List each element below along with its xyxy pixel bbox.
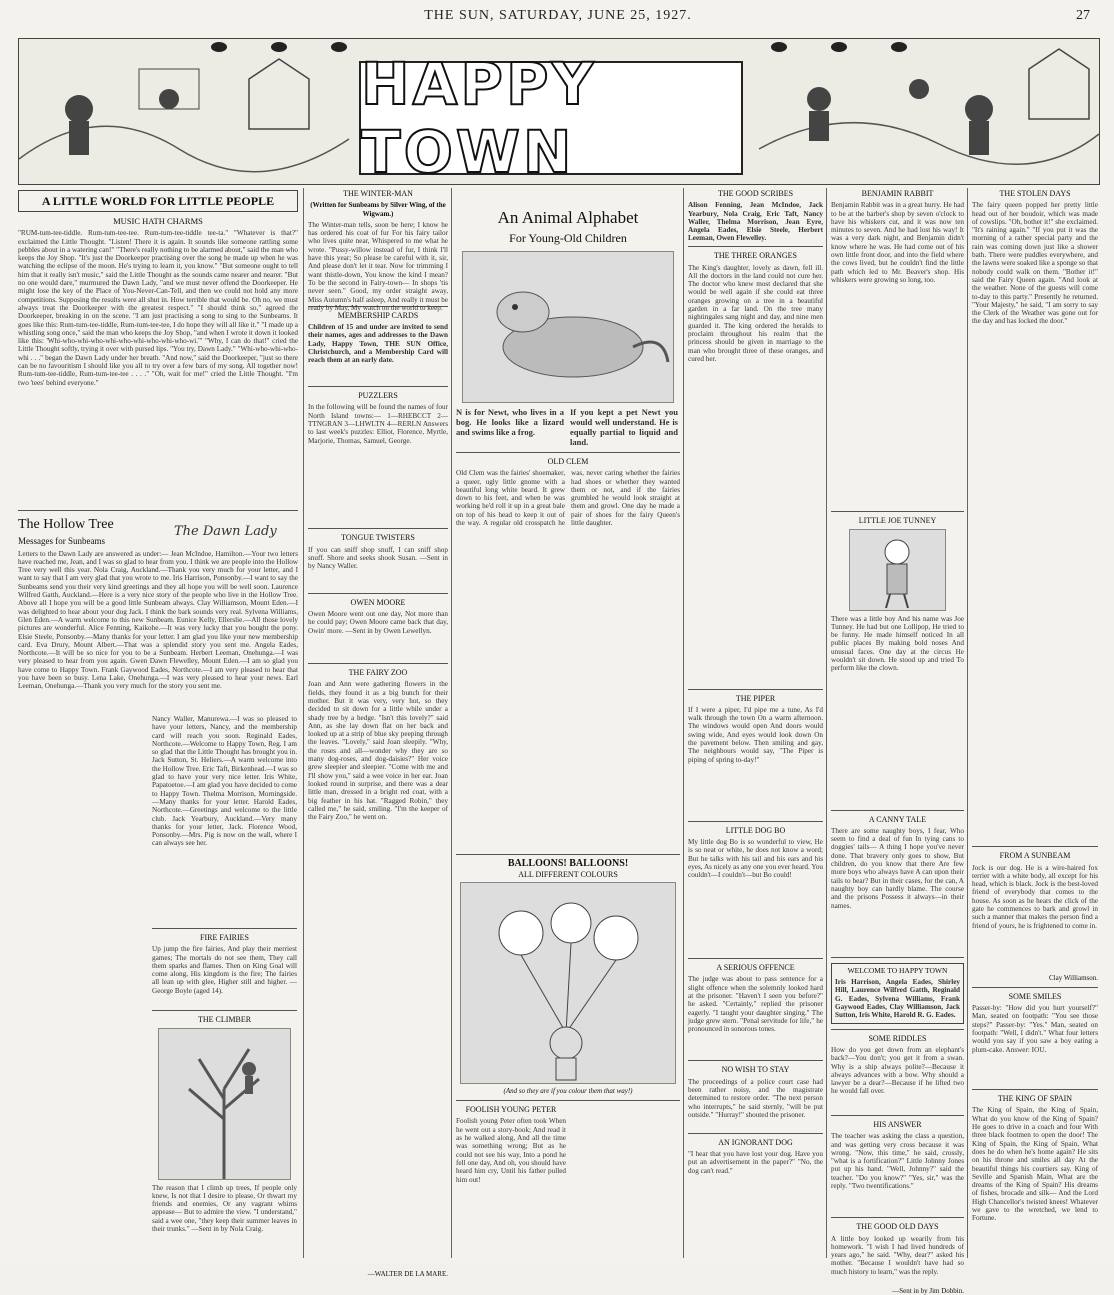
three-oranges-title: THE THREE ORANGES bbox=[714, 251, 797, 261]
masthead bbox=[18, 4, 1098, 30]
from-sunbeam-title: FROM A SUNBEAM bbox=[999, 851, 1071, 861]
feature-title-box bbox=[18, 190, 298, 212]
little-joe-tunney-poem: There was a little boy And his name was Joe Tunney. He had but one Lollipop, He tried to be funny. He made himself noticed In all public places By making bold noses And unusual faces. One day at the circus He wouldn't sit down. He stood up and tried To perform like the clown. bbox=[831, 614, 964, 673]
benjamin-rabbit-body: Benjamin Rabbit was in a great hurry. He had to be at the barber's shop by seven o'clock to have his whiskers cut, and it was now ten minutes to seven. And he had lost his way! It was a very dark night, and Benjamin didn't know where he was. He had come out of his own little front door, and into the field where the cows lived, but he couldn't find the little path which led to Mr. Beaver's shop. His whiskers were growing so long, too. bbox=[831, 201, 964, 284]
column-6 bbox=[831, 189, 964, 1295]
foolish-peter-body: Foolish young Peter often took When he went out a story-book; And read it as he walked along, And all the time was something wrong; But as he could not see his way, Into a pond he fell one day, And oh, you should have heard him cry, Until his father pulled him out! bbox=[456, 1117, 566, 1184]
piper-poem: If I were a piper, I'd pipe me a tune, As I'd walk through the town On a warm afternoon. The windows would open And doors would swing wide, And eyes would look down On the pavement below. Then smiling and gay, The neighbours would say, "The Piper is piping of spring to-day!" bbox=[688, 705, 823, 764]
some-smiles-title: SOME SMILES bbox=[1008, 991, 1062, 1001]
fire-fairies-title: FIRE FAIRIES bbox=[200, 933, 249, 942]
canny-tale-body: There are some naughty boys, I fear, Who seem to find a deal of fun In tying cans to doggies' tails— A thing I hope you've never done. That bravery only goes to show, But children, do you know that there Are few more boys who always have A can upon their tails to bear? But in their cases, for the can, A naughty boy can hardly blame. The course and the prisons Possess it always—in their names. bbox=[831, 826, 964, 910]
balloons-title: BALLOONS! BALLOONS! bbox=[507, 858, 629, 870]
fire-fairies-poem: Up jump the fire fairies, And play their merriest games; The mortals do not see them, They call them sparks and flames. Then on King Goal will come along, His kingdom is the fire; The fairies all lean up with glee, Higher still and higher. —George Boyle (aged 14). bbox=[152, 945, 297, 995]
owen-moore-body: Owen Moore went out one day, Not more than he could pay; Owen Moore came back that day, Owin' more. —Sent in by Owen Lewellyn. bbox=[308, 610, 448, 635]
good-old-days-signature: —Sent in by Jim Dobbin. bbox=[892, 1286, 964, 1295]
benjamin-rabbit-title: BENJAMIN RABBIT bbox=[861, 189, 934, 198]
puzzlers-body: In the following will be found the names of four North Island towns:— 1—RHEBCCT 2—TTNGRAN 3—LHWLTN 4—RERLN Answers to last week's puzzles: Elliot, Florence, Myrtle, Marjorie, Thomas, Samuel, George. bbox=[308, 403, 448, 445]
fairy-zoo-title: THE FAIRY ZOO bbox=[348, 668, 408, 678]
no-wish-title: NO WISH TO STAY bbox=[721, 1065, 790, 1075]
membership-body: Children of 15 and under are invited to send their names, ages and addresses to the Dawn Lady, Happy Town, THE SUN Office, Christchurch, and a Membership Card will reach them at an early date. bbox=[308, 323, 448, 365]
column-4 bbox=[456, 190, 680, 1258]
piper-title: THE PIPER bbox=[735, 693, 776, 703]
fairy-zoo-body: Joan and Ann were gathering flowers in the fields, they found it as a big bunch for their mother. But it was very, very hot, so they decided to sit down for a little while under a shady tree by a hedge. "Isn't this lovely?" said Ann, as she lay down flat on her back and looked up at a strip of blue sky peeping through the leaves. "Lovely," said Joan sleepily. "Why, the roses and all—wonder why they are so many dog-roses, and dog-daisies?" Her voice grew sleepier and sleepier. "Come with me and I'll show you," said a wee voice in her ear. Joan looked round in surprise, and there was a dear little man, dressed in a bright red coat, with a big feather in his hat. "Ragged Robin," they called me," he said, smiling. "I'm the keeper of the Fairy Zoo," he went on. bbox=[308, 680, 448, 822]
old-clem-title: OLD CLEM bbox=[547, 457, 589, 466]
little-dog-bo-poem: My little dog Bo is so wonderful to view, He is so neat or white, he does not know a word; But he talks with his tail and his ears and his eyes, As nicely as any one you ever heard. You couldn't—I couldn't—but Bo could! bbox=[688, 838, 823, 880]
column-2 bbox=[152, 715, 297, 1255]
little-dog-bo-title: LITTLE DOG BO bbox=[725, 825, 786, 835]
balloons-caption: (And so they are if you colour them that way!) bbox=[503, 1086, 633, 1095]
hollow-tree-letters-continued: Nancy Waller, Manurewa.—I was so pleased to have your letters, Nancy, and the membership card will reach you soon. Reginald Eades, Northcote.—Welcome to Happy Town, Reg. I am so glad that the Little Thought has brought you in. Jack Sutton, St. Heliers.—A warm welcome into the Hollow Tree. Eric Taft, Birkenhead.—I was so glad to have your very nice letter. Iris White, Papatoetoe.—I am glad you have decided to come to Happy Town. Thelma Morrison, Morningside.—Many thanks for your letter. Harold Eades, Northcote.—Greetings and welcome to the little club. Jack Yearbury, Auckland.—Very many thanks for your letter, Jack. Florence Wood, Ponsonby.—Mrs. Pig is now on the wall, where I can always see her. bbox=[152, 715, 297, 848]
old-clem-body: Old Clem was the fairies' shoemaker, a queer, ugly little gnome with a beautiful long white beard. It grew down to his feet, and when he was working he'd roll it up in a great bale on top of his head to keep it out of the way. A regular old crosspatch he was, never caring whether the fairies had shoes or whether they wanted them or not, and if the fairies grumbled he would look straight at them and growl. One day he made a pair of shoes for the fairy Queen's little daughter. bbox=[456, 469, 680, 528]
little-joe-tunney-title: LITTLE JOE TUNNEY bbox=[858, 516, 937, 526]
some-riddles-body: How do you get down from an elephant's back?—You don't; you get it from a swan. Why is a ship always polite?—Because it always advances with a bow. Why should a lawyer be a dear?—Because if he lifted two he would fall over. bbox=[831, 1045, 964, 1096]
dawn-lady-signature: The Dawn Lady bbox=[174, 524, 277, 540]
ignorant-dog-body: "I hear that you have lost your dog. Have you put an advertisement in the paper?" "No, the dog can't read." bbox=[688, 1150, 823, 1175]
some-smiles-body: Passer-by: "How did you hurt yourself?" Man, seated on footpath: "You see those steps?" Passer-by: "Yes." Man, seated on footpath: "Well, I didn't." What four letters would you say if you saw a boy eating a plum-cake. Answer: IOU. bbox=[972, 1004, 1098, 1054]
hollow-tree-letters: Letters to the Dawn Lady are answered as under:— Jean McIndoe, Hamilton.—Your two letters have reached me, Jean, and I was so glad to hear from you. I think we are people into the Hollow Tree very well this year. Nola Craig, Auckland.—Thank you very much for your letter, and I want to say that I am very glad that you wrote to me. Iris Harrison, Ponsonby.—I want to say the Sunbeams send you their very kind greetings and they all hope you will be well soon. Laurence Wilfred Gatth, Auckland.—Here is a very nice story of the people who live in the Hollow Tree. Above all I hope you will be a good little Sunbeam always. Clay Williamson, Mount Eden.—I was delighted to hear about your dog Jack. I think the bark sounds very real. Sylvena Williams, Glen Eden.—A warm welcome to this new Sunbeam. Eunice Kelly, Ellerslie.—All those lovely pictures are wonderful. Alice Fenning, Kaikohe.—It was very lucky that you bought the pony. Elsie Steele, Ponsonby.—Many thanks for your letter. I am glad you like your new membership card. Eva Drury, Mount Albert.—That was a splendid story you sent me. Angela Eades, Northcote.—It will be so nice for you to be a Sunbeam. Herbert Leeman, Onehunga.—I was very pleased to hear from you again. Gwen Dawn Flewelley, Mount Eden.—I am so glad you have come to Happy Town. Frank Gaywood Eades, Northcote.—I am very pleased to hear that you have been so busy. Lena Lake, Onehunga.—I was very pleased to hear your news. Earl Leeman, Onehunga.—Thank you very much for the story you sent me. bbox=[18, 549, 298, 691]
from-sunbeam-body: Jock is our dog. He is a wire-haired fox terrier with a white body, all except for his head, which is black. Jock is the best-loved friend of everybody that comes to the house. As soon as he hears the click of the gate he commences to bark and growl in such a manner that makes the person find a friend of yours, he is frightened to come in. bbox=[972, 863, 1098, 930]
winter-man-byline: (Written for Sunbeams by Silver Wing, of the Wigwam.) bbox=[310, 201, 446, 218]
his-answer-body: The teacher was asking the class a question, and was getting very cross because it was wrong. "Now, this time," he said, crossly, "what is a fortification?" Little Johnny Jones put up his hand. "Well, Johnny?" said the teacher. "Do you know?" "Yes, sir," was the reply. "Two twentifications." bbox=[831, 1132, 964, 1191]
from-sunbeam-signature: Clay Williamson. bbox=[1049, 973, 1098, 982]
serious-offence-body: The judge was about to pass sentence for a slight offence when the solemnly looked hard at the prisoner. "Haven't I seen you before?" he asked. "Certainly," replied the prisoner eagerly. "I taught your daughter singing." The judge grew stern. "Penal servitude for life," he pronounced in sonorous tones. bbox=[688, 975, 823, 1034]
winter-man-title: THE WINTER-MAN bbox=[343, 189, 413, 198]
fairy-zoo-signature: —WALTER DE LA MARE. bbox=[367, 1270, 448, 1279]
hollow-tree-subtitle: Messages for Sunbeams bbox=[18, 536, 105, 547]
stolen-days-body: The fairy queen popped her pretty little head out of her boudoir, which was made of cowslips. "Oh, bother it!" she exclaimed. "It's raining again." "If you put it was the morning of a rather special party and the rain was coming down just like a shower bath. There were puddles everywhere, and the lawns were soaked like a sponge so that nobody could walk on them. "Bother it!" said the Fairy Queen again. "And look at the weather. None of the guests will come to-day to this party." Presently he returned. "Your Majesty," he said, "I am sorry to say the Clerk of the Weather was gone out for the day and has locked the door." bbox=[972, 201, 1098, 326]
winter-man-poem: The Winter-man tells, soon be here; I know he has ordered his coat of fur For his fairy tailor who lives quite near, Whispered to me what he wrote. "Pussy-willow instead of fur, I think I'll have this year; So please be careful with it, sir, And please don't let it tear. Now for trimming I want thistle-down, You know the kind I mean? To be the second in Fairy-town— In shops 'tis never seen." Good, my order straight away, Miss Autumn's half asleep, And really it must be ready by May, My watch on the world to keep. bbox=[308, 220, 448, 312]
good-old-days-body: A little boy looked up wearily from his homework. "I wish I had lived hundreds of years ago," he said. "Why, dear?" asked his mother. "Because I wouldn't have had so much history to learn," was the reply. bbox=[831, 1234, 964, 1276]
welcome-body: Iris Harrison, Angela Eades, Shirley Hill, Laurence Wilfred Gatth, Reginald G. Eades, Sylvena Williams, Frank Gaywood Eades, Clay Williamson, Jack Sutton, Iris White, Harold R. G. Eades. bbox=[835, 978, 960, 1020]
welcome-box bbox=[831, 963, 964, 1024]
page-number: 27 bbox=[1076, 8, 1090, 23]
canny-tale-title: A CANNY TALE bbox=[868, 814, 927, 824]
happy-town-title-box bbox=[359, 50, 743, 186]
balloons-subtitle: ALL DIFFERENT COLOURS bbox=[518, 869, 618, 879]
climber-caption: The reason that I climb up trees, If people only knew, Is not that I desire to please, Or thwart my friends and enemies, Or any vagrant whims appease— But to admire the view. "I understand," said a wee one, "they keep their summer leaves in their trunks." —Sent in by Nola Craig. bbox=[152, 1183, 297, 1234]
n-verse-continued: If you kept a pet Newt you would well understand. He is equally partial to liquid and land. bbox=[570, 407, 678, 447]
tongue-twisters-body: If you can sniff shop snuff, I can sniff shop snuff. Shore and seeks shook Susan. —Sent in by Nancy Waller. bbox=[308, 545, 448, 571]
three-oranges-body: The King's daughter, lovely as dawn, fell ill. All the doctors in the land could not cure her. The doctor who knew most declared that she would be well again if she could eat three oranges growing on a tree in a beautiful garden in a far land. On the tree many nightingales sang night and day, and nine men guarded it. The king ordered the heralds to proclaim throughout his realm that the princess should be given in marriage to the man who brought three of these oranges, and cured her. bbox=[688, 263, 823, 363]
animal-alphabet-illustration bbox=[462, 251, 674, 403]
climber-title: THE CLIMBER bbox=[197, 1015, 252, 1025]
no-wish-body: The proceedings of a police court case had been rather noisy, and the magistrate determined to restore order. "The next person who interrupts," he said sternly, "will be put outside." "Hurray!" shouted the prisoner. bbox=[688, 1077, 823, 1119]
his-answer-title: HIS ANSWER bbox=[873, 1119, 922, 1129]
happy-town-title: HAPPY TOWN bbox=[361, 50, 597, 186]
owen-moore-title: OWEN MOORE bbox=[350, 597, 406, 607]
king-of-spain-title: THE KING OF SPAIN bbox=[997, 1094, 1073, 1104]
feature-subtitle: MUSIC HATH CHARMS bbox=[113, 216, 203, 226]
puzzlers-title: PUZZLERS bbox=[358, 391, 398, 401]
welcome-title: WELCOME TO HAPPY TOWN bbox=[847, 965, 948, 975]
tongue-twisters-title: TONGUE TWISTERS bbox=[341, 533, 415, 543]
feature-title: A LITTLE WORLD FOR LITTLE PEOPLE bbox=[41, 194, 275, 208]
column-7 bbox=[972, 190, 1098, 1258]
membership-title: MEMBERSHIP CARDS bbox=[337, 310, 419, 320]
column-3 bbox=[308, 189, 448, 1279]
serious-offence-title: A SERIOUS OFFENCE bbox=[716, 963, 795, 973]
animal-alphabet-title: An Animal Alphabet bbox=[497, 208, 639, 227]
n-verse: N is for Newt, who lives in a bog. He looks like a lizard and swims like a frog. bbox=[456, 407, 564, 437]
happy-town-banner bbox=[18, 38, 1100, 185]
ignorant-dog-title: AN IGNORANT DOG bbox=[718, 1137, 793, 1147]
some-riddles-title: SOME RIDDLES bbox=[868, 1033, 927, 1043]
good-old-days-title: THE GOOD OLD DAYS bbox=[856, 1222, 939, 1232]
balloons-illustration bbox=[460, 882, 676, 1084]
animal-alphabet-subtitle: For Young-Old Children bbox=[509, 231, 627, 245]
joe-tunney-illustration bbox=[849, 529, 946, 611]
masthead-date: THE SUN, SATURDAY, JUNE 25, 1927. bbox=[424, 8, 692, 23]
feature-body: "RUM-tum-tee-tiddle. Rum-tum-tee-tee. Rum-tum-tee-tiddle tee-ta." "Whatever is that?" exclaimed the Little Thought. "Listen! There it is again. It sounds like someone rattling some pebbles about in a watering can!" "There's really nothing to be alarmed about," said the man who keeps the Joy Shop. "It's just the Doorkeeper practising over the song he made up when he was watching the eclipse of the moon. He's trying to learn it, you know." "But someone ought to tell him that it really isn't music," said the Little Thought as the sounds came nearer and nearer. "But no one would dare," murmured the Dawn Lady, "and we must never offend the Doorkeeper. He might lose the key of the Place of You-Never-Can-Tell, and then we could not hold any more competitions. Supposing the results were all shut in. How terrible that would be. Oh no, we must always treat the Doorkeeper with the greatest respect." "I should think so," agreed the Doorkeeper, breaking in on the scene. "I am just practising a song to sing to the Sunbeams. It goes like this: Rum-tum-tee-tiddle, Rum-tum-tee-tee, I do hope they will all like it." "I made up a whistling song once," said the man who keeps the Joy Shop, "and when I wrote it down it looked like this: 'Whi-who-whi-who-whi-who-whi-who-whi-who-wi.'" "Why, I can do that!" cried the Little Thought softly, trying it over with pursed lips. "You try, Dawn Lady." "Whi-who-whi-who-whi . . ." began the Dawn Lady under her breath. "And now," said the Doorkeeper, "just so there can be no favouritism I should like you all to try over a few bars of my song. All together now! Rum-tum-tee-tiddle, Rum-tum-tee-tee . . . ." "Oh, wait for me!" cried the Little Thought. "I'm two 'tees' behind everyone." bbox=[18, 229, 298, 387]
king-of-spain-poem: The King of Spain, the King of Spain, What do you know of the King of Spain? He goes to drive in a coach and four With three black footmen to open the door! The King of Spain, the King of Spain, What does he do when he's home again? He sits on his throne and smiles all day At the beautiful things his courtiers say. King of Seville and Spanish Main, What are the dreams of the King of Spain? His dreams of fishes, brocade and silk— And the Lord High Chancellor's twisted knees! Whatever we gave to the wretched, we lend to Fortune. bbox=[972, 1106, 1098, 1223]
hollow-tree-title: The Hollow Tree bbox=[18, 517, 114, 533]
column-5 bbox=[688, 190, 823, 1258]
good-scribes-body: Alison Fenning, Jean McIndoe, Jack Yearbury, Nola Craig, Eric Taft, Nancy Waller, Thelma Morrison, Jean Eyre, Angela Eades, Elsie Steele, Herbert Leeman, Owen Flewelley. bbox=[688, 201, 823, 243]
stolen-days-title: THE STOLEN DAYS bbox=[999, 189, 1071, 198]
foolish-peter-title: FOOLISH YOUNG PETER bbox=[465, 1105, 557, 1115]
climber-illustration bbox=[158, 1028, 291, 1180]
good-scribes-title: THE GOOD SCRIBES bbox=[717, 189, 794, 198]
